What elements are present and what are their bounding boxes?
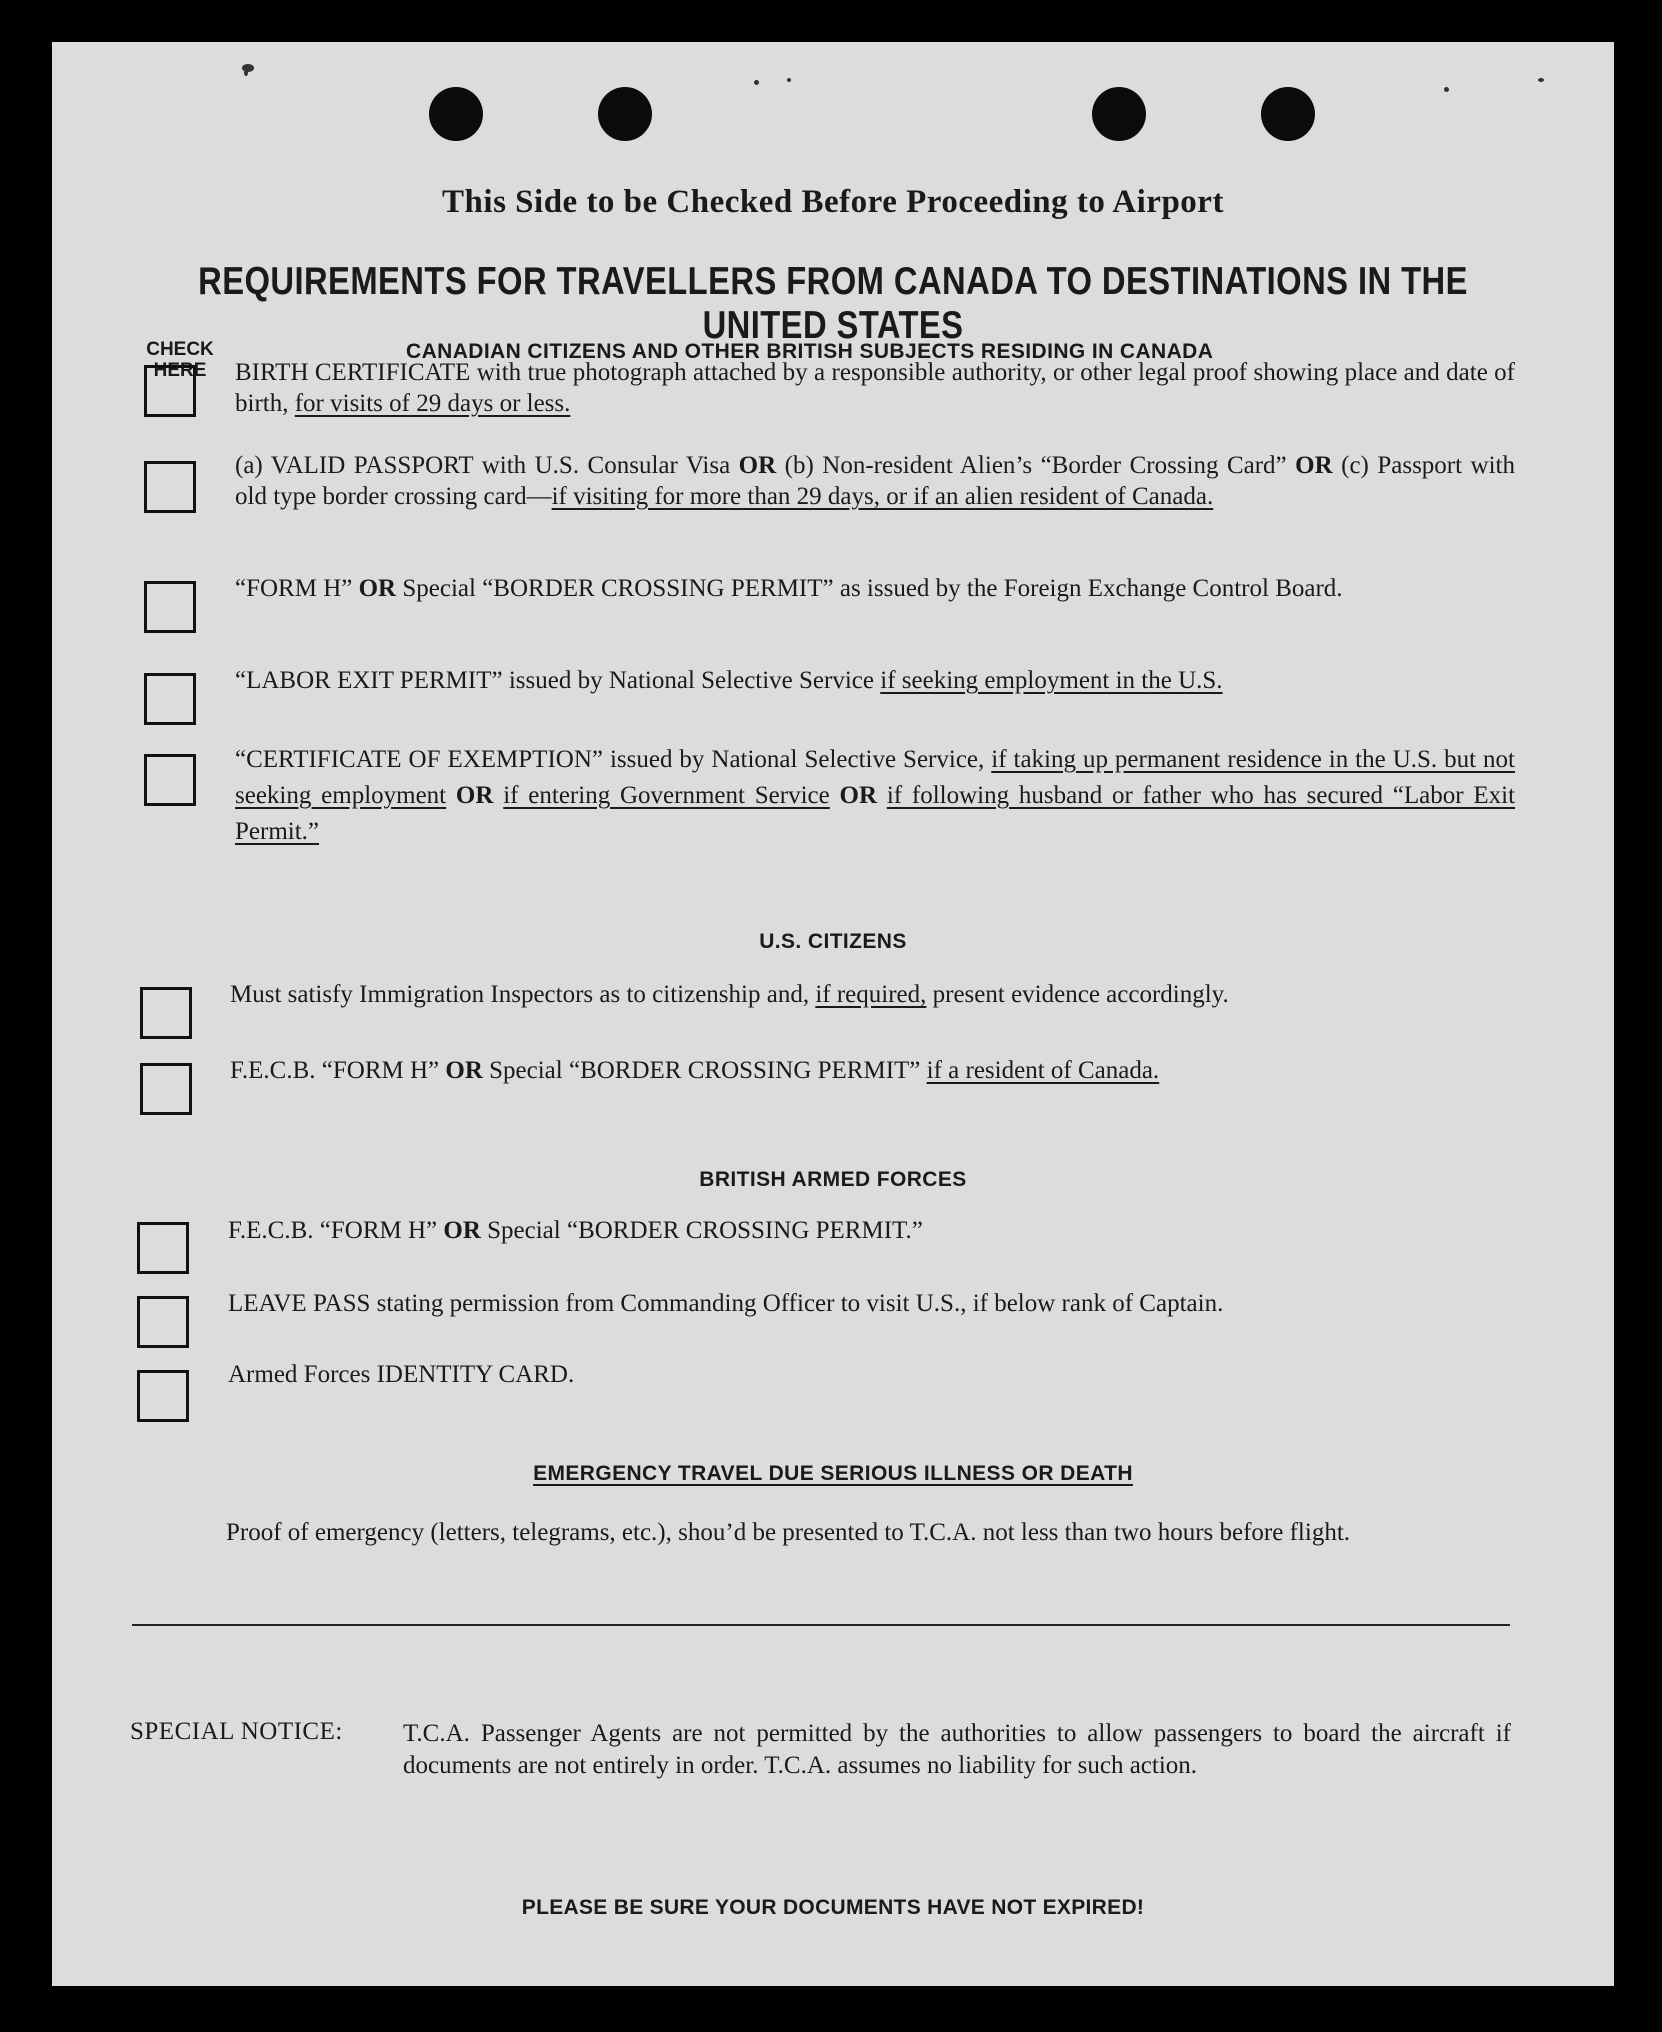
item-condition: if following husband or father who has secured “Labor Exit Permit.”: [235, 782, 1516, 845]
item-condition: if required,: [815, 981, 927, 1008]
item-condition: if visiting for more than 29 days, or if an alien resident of Canada.: [551, 483, 1214, 510]
item-text: F.E.C.B. “FORM H”: [228, 1217, 444, 1244]
item-or: OR: [358, 575, 397, 602]
checkbox-birth-certificate[interactable]: [144, 365, 196, 417]
special-notice-label: SPECIAL NOTICE:: [130, 1718, 343, 1745]
item-text: Armed Forces IDENTITY CARD.: [228, 1361, 575, 1388]
punch-hole: [1261, 87, 1315, 141]
special-notice-text: T.C.A. Passenger Agents are not permitted by the authorities to allow passengers to board the aircraft if documents are not entirely in order. T.C.A. assumes no liability for such action.: [403, 1720, 1511, 1779]
section-heading-canadian: CANADIAN CITIZENS AND OTHER BRITISH SUBJECTS RESIDING IN CANADA: [406, 340, 1214, 363]
document-page: [52, 42, 1614, 1986]
checkbox-us-citizenship[interactable]: [140, 987, 192, 1039]
item-us-form-h: [230, 1055, 1513, 1086]
item-condition: if entering Government Service: [503, 782, 830, 809]
checkbox-us-form-h[interactable]: [140, 1063, 192, 1115]
speck: [1444, 87, 1449, 92]
speck: [754, 80, 759, 85]
item-text: (c) Passport with old type border crossing card—: [235, 452, 1515, 510]
divider: [132, 1624, 1510, 1626]
item-text: LEAVE PASS stating permission from Commanding Officer to visit U.S., if below rank of Captain.: [228, 1290, 1224, 1317]
punch-hole: [598, 87, 652, 141]
checkbox-certificate-of-exemption[interactable]: [144, 754, 196, 806]
footer-warning: PLEASE BE SURE YOUR DOCUMENTS HAVE NOT EXPIRED!: [521, 1896, 1145, 1919]
emergency-text: Proof of emergency (letters, telegrams, etc.), shou’d be presented to T.C.A. not less than two hours before flight.: [226, 1519, 1351, 1546]
item-text: (b) Non-resident Alien’s “Border Crossing Card”: [776, 452, 1296, 479]
checkbox-form-h[interactable]: [144, 581, 196, 633]
checkbox-labor-exit-permit[interactable]: [144, 673, 196, 725]
checkbox-leave-pass[interactable]: [137, 1296, 189, 1348]
item-text: Special “BORDER CROSSING PERMIT” as issued by the Foreign Exchange Control Board.: [396, 575, 1343, 602]
item-leave-pass: [228, 1288, 1514, 1319]
item-labor-exit-permit: [235, 665, 1515, 696]
item-text: “FORM H”: [235, 575, 359, 602]
item-us-citizenship: [230, 979, 1513, 1010]
item-condition: if taking up permanent residence in the U.S. but not seeking employment: [235, 746, 1515, 809]
item-text: “LABOR EXIT PERMIT” issued by National Selective Service: [235, 667, 881, 694]
item-birth-certificate: [235, 357, 1515, 419]
item-or: OR: [1295, 452, 1333, 479]
item-text: present evidence accordingly.: [926, 981, 1229, 1008]
top-title: This Side to be Checked Before Proceeding to Airport: [442, 184, 1224, 220]
check-label-line-2: HERE: [153, 360, 207, 381]
speck: [787, 78, 791, 82]
checkbox-identity-card[interactable]: [137, 1370, 189, 1422]
item-text: BIRTH CERTIFICATE with true photograph attached by a responsible authority, or other legal proof showing place and date of birth,: [235, 359, 1515, 417]
punch-hole: [1092, 87, 1146, 141]
speck: [1538, 78, 1544, 82]
item-or: OR: [443, 1217, 481, 1244]
item-text: “CERTIFICATE OF EXEMPTION” issued by National Selective Service,: [235, 746, 992, 773]
item-or: OR: [829, 782, 887, 809]
item-condition: if seeking employment in the U.S.: [880, 667, 1223, 694]
section-heading-us: U.S. CITIZENS: [759, 930, 907, 953]
checkbox-valid-passport[interactable]: [144, 461, 196, 513]
emergency-heading-text: EMERGENCY TRAVEL DUE SERIOUS ILLNESS OR DEATH: [533, 1462, 1133, 1485]
main-title: REQUIREMENTS FOR TRAVELLERS FROM CANADA TO DESTINATIONS IN THE UNITED STATES: [198, 260, 1468, 347]
punch-hole: [429, 87, 483, 141]
section-heading-british: BRITISH ARMED FORCES: [699, 1168, 967, 1191]
item-identity-card: [228, 1359, 1514, 1390]
item-text: Special “BORDER CROSSING PERMIT”: [482, 1057, 927, 1084]
check-label-line-1: CHECK: [146, 339, 214, 360]
item-or: OR: [446, 782, 504, 809]
item-or: OR: [738, 452, 777, 479]
checkbox-british-form-h[interactable]: [137, 1222, 189, 1274]
item-condition: for visits of 29 days or less.: [294, 390, 571, 417]
item-text: Must satisfy Immigration Inspectors as to citizenship and,: [230, 981, 816, 1008]
item-form-h: [235, 573, 1515, 604]
item-or: OR: [445, 1057, 483, 1084]
item-text: (a) VALID PASSPORT with U.S. Consular Visa: [235, 452, 739, 479]
speck: [244, 70, 248, 76]
item-certificate-of-exemption: [235, 742, 1515, 850]
item-british-form-h: [228, 1215, 1514, 1246]
item-text: Special “BORDER CROSSING PERMIT.”: [480, 1217, 923, 1244]
item-valid-passport: [235, 450, 1515, 512]
item-text: F.E.C.B. “FORM H”: [230, 1057, 446, 1084]
item-condition: if a resident of Canada.: [926, 1057, 1160, 1084]
section-heading-emergency: [52, 1462, 1614, 1486]
